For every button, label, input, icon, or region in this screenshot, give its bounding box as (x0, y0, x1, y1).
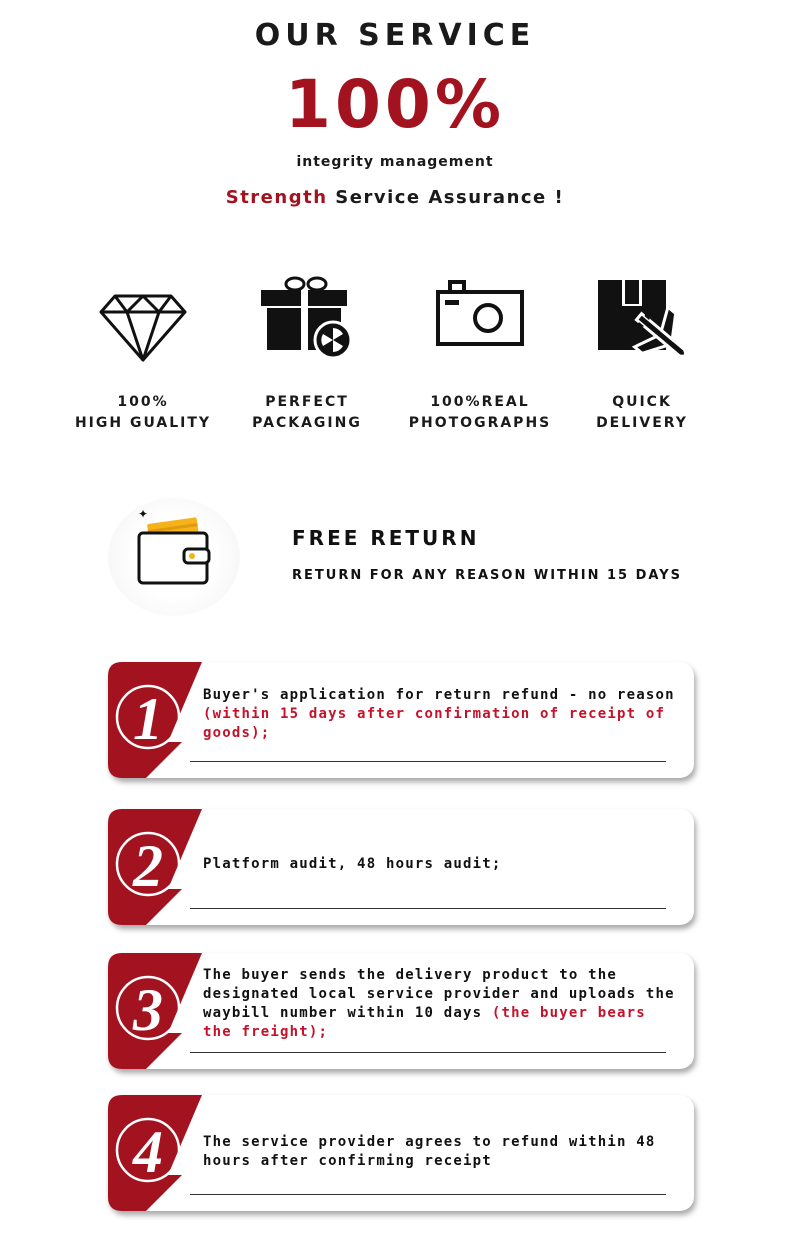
svg-text:✦: ✦ (138, 507, 149, 521)
step-number: 2 (133, 833, 163, 899)
feature-label (222, 392, 392, 434)
feature-label-line1: 100% (117, 394, 169, 410)
feature-label (58, 392, 228, 434)
feature-label-line1: 100%REAL (430, 394, 530, 410)
step-text-main: The buyer sends the delivery product to the designated local service provider and uploads the waybill number within 10 days (203, 967, 675, 1021)
percent-headline: 100% (285, 66, 505, 143)
feature-label-line2: PACKAGING (252, 415, 362, 431)
free-return-title: FREE RETURN (292, 526, 480, 550)
step-card-4 (108, 1095, 694, 1211)
diamond-icon (93, 270, 193, 370)
step-text (203, 855, 683, 874)
step-divider (190, 761, 666, 762)
feature-quick-delivery (557, 270, 727, 434)
assurance-line (0, 187, 790, 208)
feature-label-line1: QUICK (612, 394, 672, 410)
step-text-main: The service provider agrees to refund within 48 hours after confirming receipt (203, 1134, 656, 1169)
feature-perfect-packaging (222, 270, 392, 434)
wallet-icon (130, 505, 220, 595)
step-divider (190, 1194, 666, 1195)
feature-high-quality (58, 270, 228, 434)
step-text-main: Platform audit, 48 hours audit; (203, 856, 502, 872)
feature-label (395, 392, 565, 434)
step-divider (190, 908, 666, 909)
step-card-3 (108, 953, 694, 1069)
feature-label-line2: DELIVERY (596, 415, 688, 431)
step-number: 3 (133, 977, 163, 1043)
free-return-subtitle: RETURN FOR ANY REASON WITHIN 15 DAYS (292, 568, 683, 583)
feature-label-line1: PERFECT (265, 394, 349, 410)
step-text-highlight: (within 15 days after confirmation of receipt of goods); (203, 706, 666, 741)
assurance-text: Service Assurance ! (327, 187, 565, 208)
step-text (203, 686, 683, 743)
subtitle: integrity management (296, 154, 494, 170)
step-text (203, 1133, 683, 1171)
step-card-2 (108, 809, 694, 925)
step-text-highlight: (the buyer bears the freight); (203, 1005, 646, 1040)
step-divider (190, 1052, 666, 1053)
feature-label-line2: HIGH GUALITY (74, 415, 212, 431)
step-text (203, 966, 683, 1042)
gift-box-icon (257, 270, 357, 370)
step-number: 4 (133, 1119, 163, 1185)
assurance-highlight: Strength (225, 187, 328, 208)
step-text-main: Buyer's application for return refund - no reason (203, 687, 675, 703)
camera-icon (430, 270, 530, 370)
page-title: OUR SERVICE (254, 18, 536, 53)
step-card-1 (108, 662, 694, 778)
feature-real-photographs (395, 270, 565, 434)
delivery-plane-icon (592, 270, 692, 370)
step-number: 1 (133, 686, 163, 752)
feature-label (557, 392, 727, 434)
feature-label-line2: PHOTOGRAPHS (408, 415, 552, 431)
